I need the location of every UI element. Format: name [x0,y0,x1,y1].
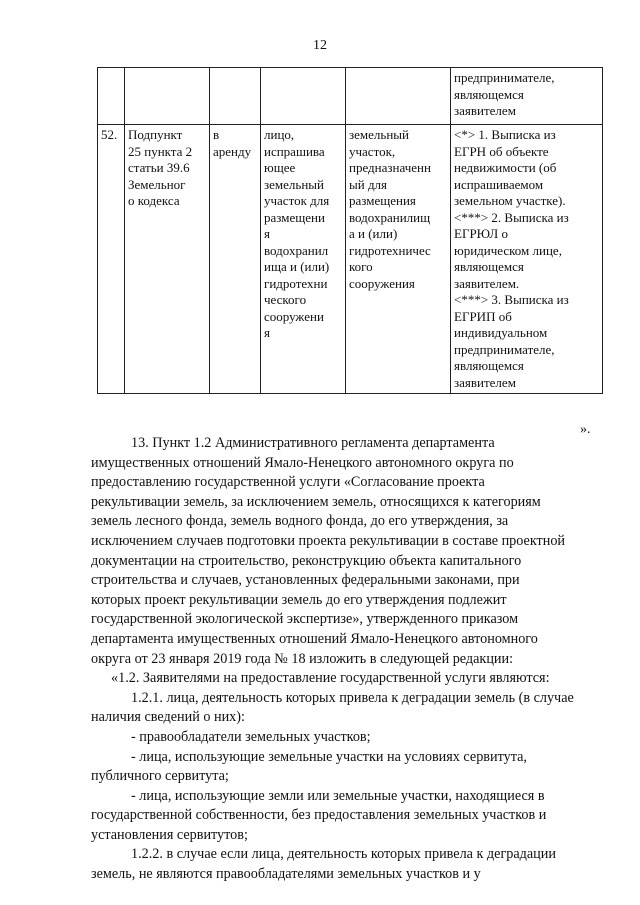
cell-line: земельном участке). [454,193,566,208]
paragraph-line: - лица, использующие земельные участки на условиях сервитута, [131,748,527,765]
paragraph-line: 13. Пункт 1.2 Административного регламента департамента [131,435,495,451]
cell-land-object [346,125,451,394]
cell-line: размещения [349,193,416,208]
cell-line: кого [349,259,373,274]
table-row-continuation [98,68,603,125]
document-body [91,434,597,885]
paragraph-line: публичного сервитута; [91,768,229,785]
cell-line: индивидуальном [454,325,548,340]
cell-line: я [264,325,270,340]
cell-line: заявителем [454,103,516,118]
cell-line: сооружения [349,275,415,291]
cell-line: о кодекса [128,193,180,208]
paragraph-line: - правообладатели земельных участков; [131,728,371,745]
cell-empty [261,68,346,125]
paragraph-line: предоставлению государственной услуги «Согласование проекта [91,474,485,491]
cell-line: предназначенн [349,160,431,175]
cell-empty [210,68,261,125]
cell-line: испрашива [264,143,325,159]
closing-quote: ». [580,422,591,437]
paragraph-line: строительства и случаев, установленных федеральными законами, при [91,572,520,589]
cell-line: предпринимателе, [454,341,555,357]
paragraph-line: наличия сведений о них): [91,709,245,726]
cell-applicant [261,125,346,394]
cell-line: предпринимателе, [454,70,555,85]
paragraph-line: рекультивации земель, за исключением земель, относящихся к категориям [91,493,541,510]
cell-line: ющее [264,160,296,175]
cell-line: юридическом лице, [454,242,562,258]
paragraph-line: 1.2.2. в случае если лица, деятельность которых привела к деградации [131,846,556,863]
cell-line: 25 пункта 2 [128,143,193,159]
cell-line: гидротехничес [349,242,431,258]
cell-line: являющемся [454,86,524,102]
cell-line: земельный [264,176,324,192]
cell-line: ЕГРН об объекте [454,143,549,159]
row-number: 52. [101,127,118,142]
cell-line: размещени [264,209,325,225]
cell-line: водохранилищ [349,209,431,225]
page-number: 12 [313,38,327,53]
paragraph-line: государственной собственности, без предоставления земельных участков и [91,807,547,824]
cell-line: ЕГРЮЛ о [454,226,508,241]
cell-line: сооружени [264,308,324,324]
cell-line: Подпункт [128,127,183,142]
cell-empty [98,68,125,125]
cell-line: <***> 3. Выписка из [454,292,569,307]
cell-line: аренду [213,143,252,159]
paragraph-line: которых проект рекультивации земель до его утверждения подлежит [91,591,507,608]
paragraph-line: департамента имущественных отношений Ямало-Ненецкого автономного [91,630,538,647]
paragraph-line: 1.2.1. лица, деятельность которых привела к деградации земель (в случае [131,689,574,706]
cell-row-number [98,125,125,394]
paragraph-line: имущественных отношений Ямало-Ненецкого автономного округа по [91,454,514,471]
paragraph-line: земель, не являются правообладателями земельных участков и у [91,866,481,883]
cell-line: <***> 2. Выписка из [454,209,569,225]
cell-line: а и (или) [349,226,398,241]
cell-line: земельный [349,127,409,142]
cell-line: участок, [349,143,396,159]
cell-required-documents [451,125,603,394]
cell-line: недвижимости (об [454,160,557,175]
cell-empty [125,68,210,125]
cell-line: участок для [264,193,330,208]
cell-line: водохранил [264,242,329,258]
cell-line: ища и (или) [264,259,330,274]
cell-line: ЕГРИП об [454,308,512,324]
paragraph-line: государственной экологической экспертизе», утвержденного приказом [91,611,519,628]
cell-line: лицо, [264,127,295,142]
cell-line: я [264,226,270,241]
paragraph-line: - лица, использующие земли или земельные участки, находящиеся в [131,787,545,804]
paragraph-line: земель лесного фонда, земель водного фонда, до его утверждения, за [91,513,509,530]
cell-line: являющемся [454,358,524,373]
cell-line: в [213,127,220,142]
paragraph-line: «1.2. Заявителями на предоставление государственной услуги являются: [111,670,550,687]
cell-line: <*> 1. Выписка из [454,127,556,142]
paragraph-line: установления сервитутов; [91,826,248,843]
cell-line: ческого [264,292,307,307]
cell-line: статьи 39.6 [128,160,190,175]
cell-legal-basis [125,125,210,394]
paragraph-line: исключением случаев подготовки проекта рекультивации в составе проектной [91,532,566,549]
cell-empty [346,68,451,125]
cell-provision-type [210,125,261,394]
cell-line: ый для [349,176,388,192]
cell-line: заявителем [454,374,516,390]
cell-line: испрашиваемом [454,176,544,192]
table-row-52 [98,125,603,394]
cell-line: гидротехни [264,275,328,291]
cell-line: являющемся [454,259,524,274]
cell-line: заявителем. [454,275,520,291]
paragraph-line: округа от 23 января 2019 года № 18 изложить в следующей редакции: [91,650,514,667]
paragraph-line: документации на строительство, реконструкцию объекта капитального [91,552,522,569]
cell-docs-continuation [451,68,603,125]
cell-line: Земельног [128,176,186,192]
applicants-table [97,67,603,394]
